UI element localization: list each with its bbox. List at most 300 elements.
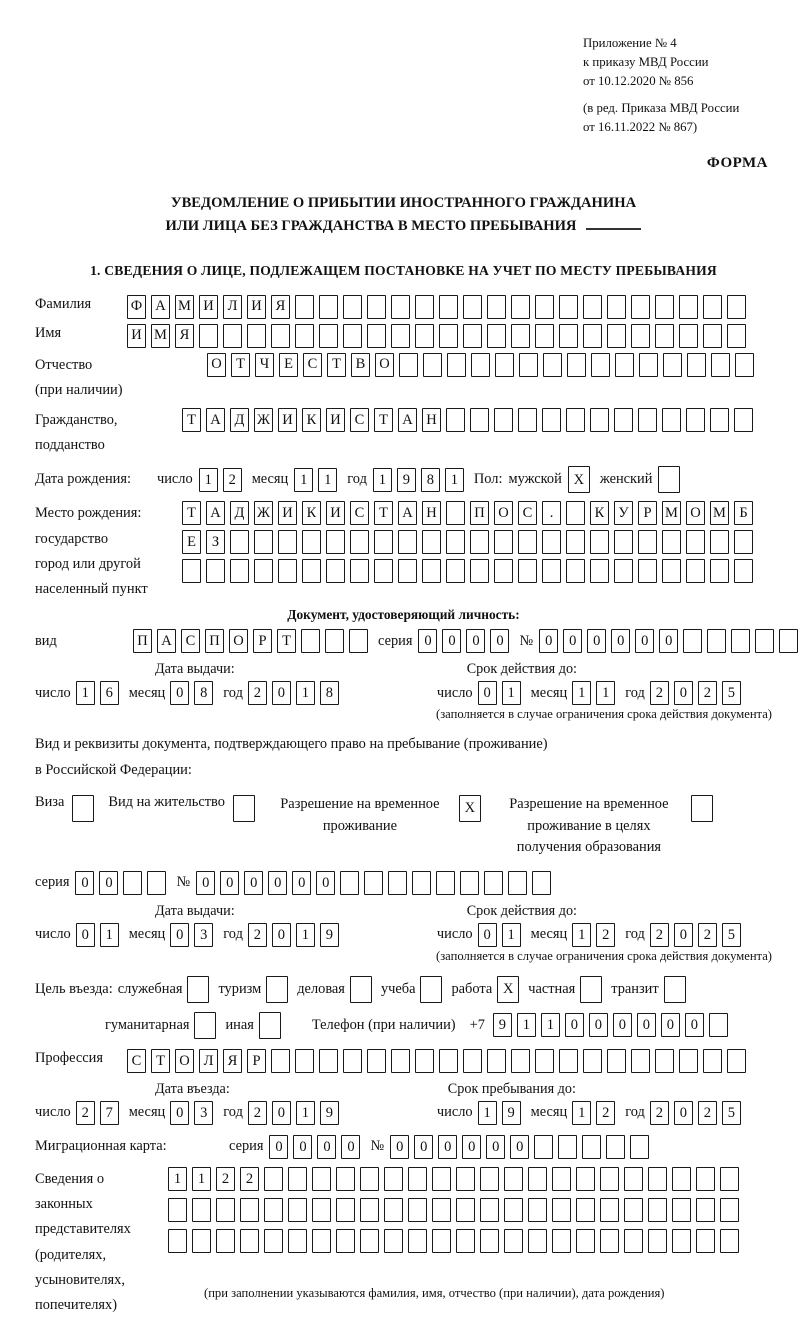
char-cell[interactable] xyxy=(672,1167,691,1191)
char-cell[interactable]: 2 xyxy=(650,923,669,947)
char-cell[interactable] xyxy=(624,1198,643,1222)
char-cell[interactable]: 1 xyxy=(541,1013,560,1037)
char-cell[interactable]: 0 xyxy=(490,629,509,653)
char-cell[interactable]: 2 xyxy=(223,468,242,492)
char-cell[interactable]: 1 xyxy=(296,923,315,947)
char-cell[interactable]: 0 xyxy=(269,1135,288,1159)
char-cell[interactable]: 2 xyxy=(240,1167,259,1191)
char-cell[interactable]: 1 xyxy=(596,681,615,705)
char-cell[interactable]: 2 xyxy=(596,1101,615,1125)
char-cell[interactable] xyxy=(123,871,142,895)
char-cell[interactable]: 0 xyxy=(317,1135,336,1159)
char-cell[interactable]: И xyxy=(278,408,297,432)
char-cell[interactable]: 2 xyxy=(248,681,267,705)
char-cell[interactable] xyxy=(552,1198,571,1222)
char-cell[interactable] xyxy=(576,1229,595,1253)
char-cell[interactable]: 0 xyxy=(170,1101,189,1125)
char-cell[interactable]: 2 xyxy=(248,1101,267,1125)
char-cell[interactable] xyxy=(470,559,489,583)
char-cell[interactable] xyxy=(591,353,610,377)
char-cell[interactable]: 1 xyxy=(76,681,95,705)
char-cell[interactable] xyxy=(216,1229,235,1253)
char-cell[interactable] xyxy=(528,1229,547,1253)
char-cell[interactable] xyxy=(590,530,609,554)
char-cell[interactable]: Р xyxy=(247,1049,266,1073)
char-cell[interactable] xyxy=(446,501,465,525)
char-cell[interactable]: С xyxy=(350,501,369,525)
char-cell[interactable] xyxy=(463,324,482,348)
char-cell[interactable] xyxy=(504,1167,523,1191)
char-cell[interactable] xyxy=(384,1229,403,1253)
char-cell[interactable]: 1 xyxy=(296,681,315,705)
char-cell[interactable] xyxy=(576,1167,595,1191)
char-cell[interactable]: Я xyxy=(223,1049,242,1073)
char-cell[interactable]: 1 xyxy=(294,468,313,492)
char-cell[interactable] xyxy=(259,1012,281,1039)
char-cell[interactable]: 1 xyxy=(373,468,392,492)
char-cell[interactable]: 6 xyxy=(100,681,119,705)
char-cell[interactable] xyxy=(456,1167,475,1191)
char-cell[interactable]: 0 xyxy=(99,871,118,895)
char-cell[interactable]: С xyxy=(350,408,369,432)
char-cell[interactable] xyxy=(494,530,513,554)
char-cell[interactable]: 0 xyxy=(418,629,437,653)
char-cell[interactable]: 0 xyxy=(268,871,287,895)
char-cell[interactable]: X xyxy=(459,795,481,822)
char-cell[interactable] xyxy=(312,1229,331,1253)
char-cell[interactable] xyxy=(199,324,218,348)
char-cell[interactable] xyxy=(384,1198,403,1222)
char-cell[interactable] xyxy=(631,1049,650,1073)
char-cell[interactable]: 1 xyxy=(318,468,337,492)
char-cell[interactable] xyxy=(655,295,674,319)
char-cell[interactable]: З xyxy=(206,530,225,554)
char-cell[interactable] xyxy=(511,295,530,319)
char-cell[interactable] xyxy=(687,353,706,377)
char-cell[interactable]: 0 xyxy=(510,1135,529,1159)
char-cell[interactable]: Д xyxy=(230,501,249,525)
char-cell[interactable] xyxy=(463,1049,482,1073)
char-cell[interactable]: К xyxy=(590,501,609,525)
char-cell[interactable] xyxy=(446,559,465,583)
char-cell[interactable] xyxy=(408,1198,427,1222)
char-cell[interactable]: М xyxy=(710,501,729,525)
char-cell[interactable]: 1 xyxy=(445,468,464,492)
char-cell[interactable]: Л xyxy=(223,295,242,319)
char-cell[interactable] xyxy=(528,1198,547,1222)
char-cell[interactable]: 2 xyxy=(698,923,717,947)
char-cell[interactable]: 3 xyxy=(194,1101,213,1125)
char-cell[interactable] xyxy=(295,295,314,319)
char-cell[interactable] xyxy=(606,1135,625,1159)
char-cell[interactable] xyxy=(182,559,201,583)
char-cell[interactable]: 0 xyxy=(75,871,94,895)
char-cell[interactable]: 2 xyxy=(76,1101,95,1125)
char-cell[interactable] xyxy=(710,408,729,432)
char-cell[interactable]: Р xyxy=(253,629,272,653)
char-cell[interactable] xyxy=(566,501,585,525)
char-cell[interactable] xyxy=(384,1167,403,1191)
char-cell[interactable]: 1 xyxy=(100,923,119,947)
char-cell[interactable] xyxy=(662,559,681,583)
char-cell[interactable]: 0 xyxy=(674,923,693,947)
char-cell[interactable] xyxy=(415,295,434,319)
char-cell[interactable] xyxy=(600,1229,619,1253)
char-cell[interactable] xyxy=(703,324,722,348)
char-cell[interactable]: 0 xyxy=(76,923,95,947)
char-cell[interactable] xyxy=(559,295,578,319)
char-cell[interactable] xyxy=(607,1049,626,1073)
char-cell[interactable] xyxy=(364,871,383,895)
char-cell[interactable]: Я xyxy=(271,295,290,319)
char-cell[interactable]: О xyxy=(207,353,226,377)
char-cell[interactable] xyxy=(350,530,369,554)
char-cell[interactable] xyxy=(336,1167,355,1191)
char-cell[interactable]: А xyxy=(398,501,417,525)
char-cell[interactable]: 0 xyxy=(220,871,239,895)
char-cell[interactable]: Я xyxy=(175,324,194,348)
char-cell[interactable] xyxy=(583,1049,602,1073)
char-cell[interactable]: Т xyxy=(151,1049,170,1073)
char-cell[interactable]: Л xyxy=(199,1049,218,1073)
char-cell[interactable]: 0 xyxy=(563,629,582,653)
char-cell[interactable] xyxy=(350,976,372,1003)
char-cell[interactable]: 2 xyxy=(650,1101,669,1125)
char-cell[interactable]: С xyxy=(518,501,537,525)
char-cell[interactable] xyxy=(288,1167,307,1191)
char-cell[interactable] xyxy=(230,559,249,583)
char-cell[interactable] xyxy=(423,353,442,377)
char-cell[interactable] xyxy=(672,1229,691,1253)
char-cell[interactable] xyxy=(480,1229,499,1253)
char-cell[interactable] xyxy=(319,324,338,348)
char-cell[interactable]: И xyxy=(127,324,146,348)
char-cell[interactable] xyxy=(487,295,506,319)
char-cell[interactable]: У xyxy=(614,501,633,525)
char-cell[interactable] xyxy=(391,295,410,319)
char-cell[interactable] xyxy=(535,1049,554,1073)
char-cell[interactable] xyxy=(412,871,431,895)
char-cell[interactable]: 0 xyxy=(611,629,630,653)
char-cell[interactable]: Н xyxy=(422,408,441,432)
char-cell[interactable] xyxy=(734,559,753,583)
char-cell[interactable]: 9 xyxy=(397,468,416,492)
char-cell[interactable] xyxy=(566,408,585,432)
char-cell[interactable] xyxy=(480,1167,499,1191)
char-cell[interactable]: Н xyxy=(422,501,441,525)
char-cell[interactable]: Е xyxy=(279,353,298,377)
char-cell[interactable] xyxy=(639,353,658,377)
char-cell[interactable] xyxy=(326,530,345,554)
char-cell[interactable]: 2 xyxy=(216,1167,235,1191)
char-cell[interactable] xyxy=(590,408,609,432)
char-cell[interactable]: Т xyxy=(231,353,250,377)
char-cell[interactable] xyxy=(432,1229,451,1253)
char-cell[interactable] xyxy=(271,1049,290,1073)
char-cell[interactable] xyxy=(511,1049,530,1073)
char-cell[interactable] xyxy=(686,530,705,554)
char-cell[interactable]: П xyxy=(205,629,224,653)
char-cell[interactable] xyxy=(302,559,321,583)
char-cell[interactable] xyxy=(240,1198,259,1222)
char-cell[interactable] xyxy=(295,324,314,348)
char-cell[interactable] xyxy=(302,530,321,554)
char-cell[interactable]: 0 xyxy=(466,629,485,653)
char-cell[interactable] xyxy=(631,324,650,348)
char-cell[interactable]: О xyxy=(375,353,394,377)
char-cell[interactable] xyxy=(696,1198,715,1222)
char-cell[interactable] xyxy=(648,1229,667,1253)
char-cell[interactable] xyxy=(607,324,626,348)
char-cell[interactable] xyxy=(187,976,209,1003)
char-cell[interactable] xyxy=(580,976,602,1003)
char-cell[interactable]: 0 xyxy=(674,1101,693,1125)
char-cell[interactable]: 0 xyxy=(613,1013,632,1037)
char-cell[interactable] xyxy=(528,1167,547,1191)
char-cell[interactable]: 9 xyxy=(502,1101,521,1125)
char-cell[interactable]: Т xyxy=(374,408,393,432)
char-cell[interactable] xyxy=(408,1167,427,1191)
char-cell[interactable]: 0 xyxy=(659,629,678,653)
char-cell[interactable] xyxy=(504,1229,523,1253)
char-cell[interactable] xyxy=(703,295,722,319)
char-cell[interactable]: 0 xyxy=(478,681,497,705)
char-cell[interactable] xyxy=(734,530,753,554)
char-cell[interactable] xyxy=(624,1229,643,1253)
char-cell[interactable] xyxy=(436,871,455,895)
char-cell[interactable] xyxy=(662,530,681,554)
char-cell[interactable] xyxy=(480,1198,499,1222)
char-cell[interactable]: 1 xyxy=(502,923,521,947)
char-cell[interactable] xyxy=(567,353,586,377)
char-cell[interactable] xyxy=(600,1167,619,1191)
char-cell[interactable] xyxy=(312,1167,331,1191)
char-cell[interactable] xyxy=(247,324,266,348)
char-cell[interactable]: И xyxy=(247,295,266,319)
char-cell[interactable]: 0 xyxy=(674,681,693,705)
char-cell[interactable] xyxy=(301,629,320,653)
char-cell[interactable] xyxy=(168,1198,187,1222)
char-cell[interactable] xyxy=(662,408,681,432)
char-cell[interactable] xyxy=(319,295,338,319)
char-cell[interactable] xyxy=(590,559,609,583)
char-cell[interactable]: Т xyxy=(182,501,201,525)
char-cell[interactable] xyxy=(264,1229,283,1253)
char-cell[interactable]: 0 xyxy=(414,1135,433,1159)
char-cell[interactable]: 1 xyxy=(572,1101,591,1125)
char-cell[interactable] xyxy=(711,353,730,377)
char-cell[interactable] xyxy=(350,559,369,583)
char-cell[interactable]: 0 xyxy=(293,1135,312,1159)
char-cell[interactable] xyxy=(638,408,657,432)
char-cell[interactable] xyxy=(664,976,686,1003)
char-cell[interactable]: А xyxy=(206,408,225,432)
char-cell[interactable] xyxy=(463,295,482,319)
char-cell[interactable] xyxy=(615,353,634,377)
char-cell[interactable] xyxy=(495,353,514,377)
char-cell[interactable]: 0 xyxy=(539,629,558,653)
char-cell[interactable] xyxy=(398,559,417,583)
char-cell[interactable] xyxy=(367,1049,386,1073)
char-cell[interactable]: И xyxy=(199,295,218,319)
char-cell[interactable] xyxy=(447,353,466,377)
char-cell[interactable]: О xyxy=(494,501,513,525)
char-cell[interactable] xyxy=(710,559,729,583)
char-cell[interactable]: 0 xyxy=(272,681,291,705)
char-cell[interactable] xyxy=(583,295,602,319)
char-cell[interactable] xyxy=(194,1012,216,1039)
char-cell[interactable] xyxy=(691,795,713,822)
char-cell[interactable] xyxy=(278,559,297,583)
char-cell[interactable] xyxy=(518,559,537,583)
char-cell[interactable] xyxy=(295,1049,314,1073)
char-cell[interactable] xyxy=(614,559,633,583)
char-cell[interactable]: 8 xyxy=(320,681,339,705)
char-cell[interactable]: 0 xyxy=(462,1135,481,1159)
char-cell[interactable] xyxy=(663,353,682,377)
char-cell[interactable] xyxy=(614,408,633,432)
char-cell[interactable]: 9 xyxy=(320,923,339,947)
char-cell[interactable]: С xyxy=(303,353,322,377)
char-cell[interactable] xyxy=(388,871,407,895)
char-cell[interactable] xyxy=(470,408,489,432)
char-cell[interactable] xyxy=(266,976,288,1003)
char-cell[interactable]: 0 xyxy=(316,871,335,895)
char-cell[interactable] xyxy=(703,1049,722,1073)
char-cell[interactable] xyxy=(374,559,393,583)
char-cell[interactable] xyxy=(511,324,530,348)
char-cell[interactable] xyxy=(755,629,774,653)
char-cell[interactable] xyxy=(460,871,479,895)
char-cell[interactable] xyxy=(630,1135,649,1159)
char-cell[interactable] xyxy=(542,530,561,554)
char-cell[interactable] xyxy=(264,1167,283,1191)
char-cell[interactable] xyxy=(638,530,657,554)
char-cell[interactable] xyxy=(456,1229,475,1253)
char-cell[interactable] xyxy=(696,1229,715,1253)
char-cell[interactable]: 1 xyxy=(572,681,591,705)
char-cell[interactable] xyxy=(398,530,417,554)
char-cell[interactable] xyxy=(422,559,441,583)
char-cell[interactable]: Ж xyxy=(254,501,273,525)
char-cell[interactable] xyxy=(735,353,754,377)
char-cell[interactable] xyxy=(535,295,554,319)
char-cell[interactable]: И xyxy=(326,408,345,432)
char-cell[interactable] xyxy=(534,1135,553,1159)
char-cell[interactable] xyxy=(446,530,465,554)
char-cell[interactable] xyxy=(535,324,554,348)
char-cell[interactable] xyxy=(624,1167,643,1191)
char-cell[interactable]: 1 xyxy=(296,1101,315,1125)
char-cell[interactable] xyxy=(707,629,726,653)
char-cell[interactable] xyxy=(470,530,489,554)
char-cell[interactable]: 0 xyxy=(438,1135,457,1159)
char-cell[interactable] xyxy=(439,295,458,319)
char-cell[interactable] xyxy=(508,871,527,895)
char-cell[interactable]: С xyxy=(181,629,200,653)
char-cell[interactable]: 1 xyxy=(517,1013,536,1037)
char-cell[interactable] xyxy=(147,871,166,895)
char-cell[interactable] xyxy=(206,559,225,583)
char-cell[interactable] xyxy=(432,1167,451,1191)
char-cell[interactable]: 8 xyxy=(194,681,213,705)
char-cell[interactable] xyxy=(672,1198,691,1222)
char-cell[interactable]: 1 xyxy=(478,1101,497,1125)
char-cell[interactable]: 0 xyxy=(661,1013,680,1037)
char-cell[interactable]: 5 xyxy=(722,923,741,947)
char-cell[interactable] xyxy=(278,530,297,554)
char-cell[interactable]: 5 xyxy=(722,1101,741,1125)
char-cell[interactable] xyxy=(638,559,657,583)
char-cell[interactable] xyxy=(727,295,746,319)
char-cell[interactable]: 2 xyxy=(650,681,669,705)
char-cell[interactable]: Т xyxy=(327,353,346,377)
char-cell[interactable] xyxy=(683,629,702,653)
char-cell[interactable] xyxy=(519,353,538,377)
char-cell[interactable]: 0 xyxy=(486,1135,505,1159)
char-cell[interactable]: 0 xyxy=(272,1101,291,1125)
char-cell[interactable] xyxy=(319,1049,338,1073)
char-cell[interactable] xyxy=(168,1229,187,1253)
char-cell[interactable] xyxy=(559,324,578,348)
char-cell[interactable] xyxy=(696,1167,715,1191)
char-cell[interactable]: Ф xyxy=(127,295,146,319)
char-cell[interactable] xyxy=(367,295,386,319)
char-cell[interactable]: 0 xyxy=(589,1013,608,1037)
char-cell[interactable]: 0 xyxy=(196,871,215,895)
char-cell[interactable] xyxy=(648,1167,667,1191)
char-cell[interactable]: К xyxy=(302,501,321,525)
char-cell[interactable] xyxy=(614,530,633,554)
char-cell[interactable] xyxy=(686,559,705,583)
char-cell[interactable] xyxy=(532,871,551,895)
char-cell[interactable] xyxy=(679,295,698,319)
char-cell[interactable] xyxy=(230,530,249,554)
char-cell[interactable]: 2 xyxy=(596,923,615,947)
char-cell[interactable] xyxy=(336,1198,355,1222)
char-cell[interactable]: 0 xyxy=(587,629,606,653)
char-cell[interactable]: М xyxy=(175,295,194,319)
char-cell[interactable] xyxy=(727,1049,746,1073)
char-cell[interactable] xyxy=(264,1198,283,1222)
char-cell[interactable] xyxy=(432,1198,451,1222)
char-cell[interactable] xyxy=(192,1198,211,1222)
char-cell[interactable]: 0 xyxy=(341,1135,360,1159)
char-cell[interactable] xyxy=(399,353,418,377)
char-cell[interactable]: О xyxy=(175,1049,194,1073)
char-cell[interactable] xyxy=(439,324,458,348)
char-cell[interactable] xyxy=(518,530,537,554)
char-cell[interactable] xyxy=(576,1198,595,1222)
char-cell[interactable] xyxy=(360,1229,379,1253)
char-cell[interactable]: А xyxy=(206,501,225,525)
char-cell[interactable] xyxy=(487,324,506,348)
char-cell[interactable]: П xyxy=(133,629,152,653)
char-cell[interactable] xyxy=(349,629,368,653)
char-cell[interactable] xyxy=(326,559,345,583)
char-cell[interactable]: 5 xyxy=(722,681,741,705)
char-cell[interactable] xyxy=(415,324,434,348)
char-cell[interactable]: X xyxy=(568,466,590,493)
char-cell[interactable] xyxy=(494,408,513,432)
char-cell[interactable] xyxy=(72,795,94,822)
char-cell[interactable] xyxy=(288,1198,307,1222)
char-cell[interactable] xyxy=(542,559,561,583)
char-cell[interactable]: 0 xyxy=(565,1013,584,1037)
char-cell[interactable]: 1 xyxy=(502,681,521,705)
char-cell[interactable]: Т xyxy=(182,408,201,432)
char-cell[interactable] xyxy=(343,324,362,348)
